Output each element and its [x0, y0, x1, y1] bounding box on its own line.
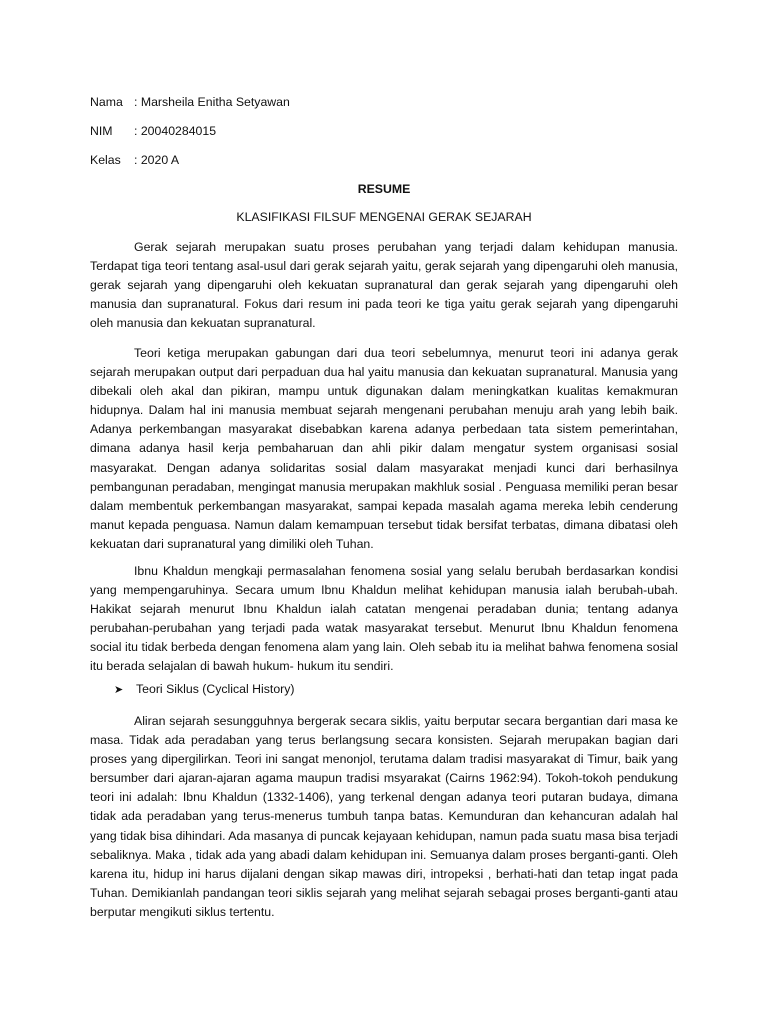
name-value: : Marsheila Enitha Setyawan	[134, 95, 290, 109]
class-value: : 2020 A	[134, 153, 180, 167]
paragraph-4: Aliran sejarah sesungguhnya bergerak secara siklis, yaitu berputar secara bergantian dari masa ke masa. Tidak ada peradaban yang terus berlangsung secara konsisten. Sejarah merupakan bagian dari proses yang dipergilirkan. Teori ini sangat menonjol, terutama dalam tradisi masyarakat di Timur, baik yang bersumber dari ajaran-ajaran agama maupun tradisi msyarakat (Cairns 1962:94). Tokoh-tokoh pendukung teori ini adalah: Ibnu Khaldun (1332-1406), yang terkenal dengan adanya teori putaran budaya, dimana tidak ada peradaban yang terus-menerus tumbuh tanpa batas. Kemunduran dan kehancuran adalah hal yang tidak bisa dihindari. Ada masanya di puncak kejayaan kehidupan, namun pada suatu masa bisa terjadi sebaliknya. Maka , tidak ada yang abadi dalam kehidupan ini. Semuanya dalam proses berganti-ganti. Oleh karena itu, hidup ini harus dijalani dengan sikap mawas diri, intropeksi , berhati-hati dan tetap ingat pada Tuhan. Demikianlah pandangan teori siklis sejarah yang melihat sejarah sebagai proses berganti-ganti atau berputar mengikuti siklus tertentu.	[90, 714, 678, 919]
nim-value: : 20040284015	[134, 124, 217, 138]
class-label: Kelas	[90, 153, 121, 167]
document-heading: RESUME	[357, 182, 411, 196]
paragraph-1: Gerak sejarah merupakan suatu proses perubahan yang terjadi dalam kehidupan manusia. Terdapat tiga teori tentang asal-usul dari gerak sejarah yaitu, gerak sejarah yang dipengaruhi oleh manusia, gerak sejarah yang dipengaruhi oleh kekuatan supranatural dan gerak sejarah yang dipengaruhi oleh manusia dan supranatural. Fokus dari resum ini pada teori ke tiga yaitu gerak sejarah yang dipengaruhi oleh manusia dan kekuatan supranatural.	[90, 240, 678, 331]
document-subtitle: KLASIFIKASI FILSUF MENGENAI GERAK SEJARAH	[236, 210, 532, 224]
bullet-item	[114, 682, 295, 696]
paragraph-2: Teori ketiga merupakan gabungan dari dua teori sebelumnya, menurut teori ini adanya gerak sejarah merupakan output dari perpaduan dua hal yaitu manusia dan kekuatan supranatural. Manusia yang dibekali oleh akal dan pikiran, mampu untuk digunakan dalam meningkatkan kualitas kemakmuran hidupnya. Dalam hal ini manusia membuat sejarah mengenani perubahan menuju arah yang lebih baik. Adanya perkembangan masyarakat disebabkan karena adanya perbedaan tata sistem pemerintahan, dimana adanya hasil kerja pembaharuan dan ahli pikir dalam mengatur system organisasi sosial masyarakat. Dengan adanya solidaritas sosial dalam masyarakat menjadi kunci dari berhasilnya pembangunan peradaban, mengingat manusia merupakan makhluk sosial . Penguasa memiliki peran besar dalam membentuk perkembangan masyarakat, sampai kepada masalah agama mereka lebih cenderung manut kepada penguasa. Namun dalam kemampuan tersebut tidak bersifat terbatas, dimana dibatasi oleh kekuatan dari supranatural yang dimiliki oleh Tuhan.	[90, 346, 678, 551]
nim-label: NIM	[90, 124, 113, 138]
arrow-bullet-icon: ➤	[114, 684, 124, 696]
bullet-text: Teori Siklus (Cyclical History)	[136, 682, 295, 696]
paragraph-3: Ibnu Khaldun mengkaji permasalahan fenomena sosial yang selalu berubah berdasarkan kondisi yang mempengaruhinya. Secara umum Ibnu Khaldun melihat kehidupan manusia ialah berubah-ubah. Hakikat sejarah menurut Ibnu Khaldun ialah catatan mengenai peradaban dunia; tentang adanya perubahan-perubahan yang terjadi pada watak masyarakat tersebut. Menurut Ibnu Khaldun fenomena social itu tidak berbeda dengan fenomena alam yang lain. Oleh sebab itu ia melihat bahwa fenomena sosial itu berada selajalan di bawah hukum- hukum itu sendiri.	[90, 564, 678, 674]
name-label: Nama	[90, 95, 123, 109]
